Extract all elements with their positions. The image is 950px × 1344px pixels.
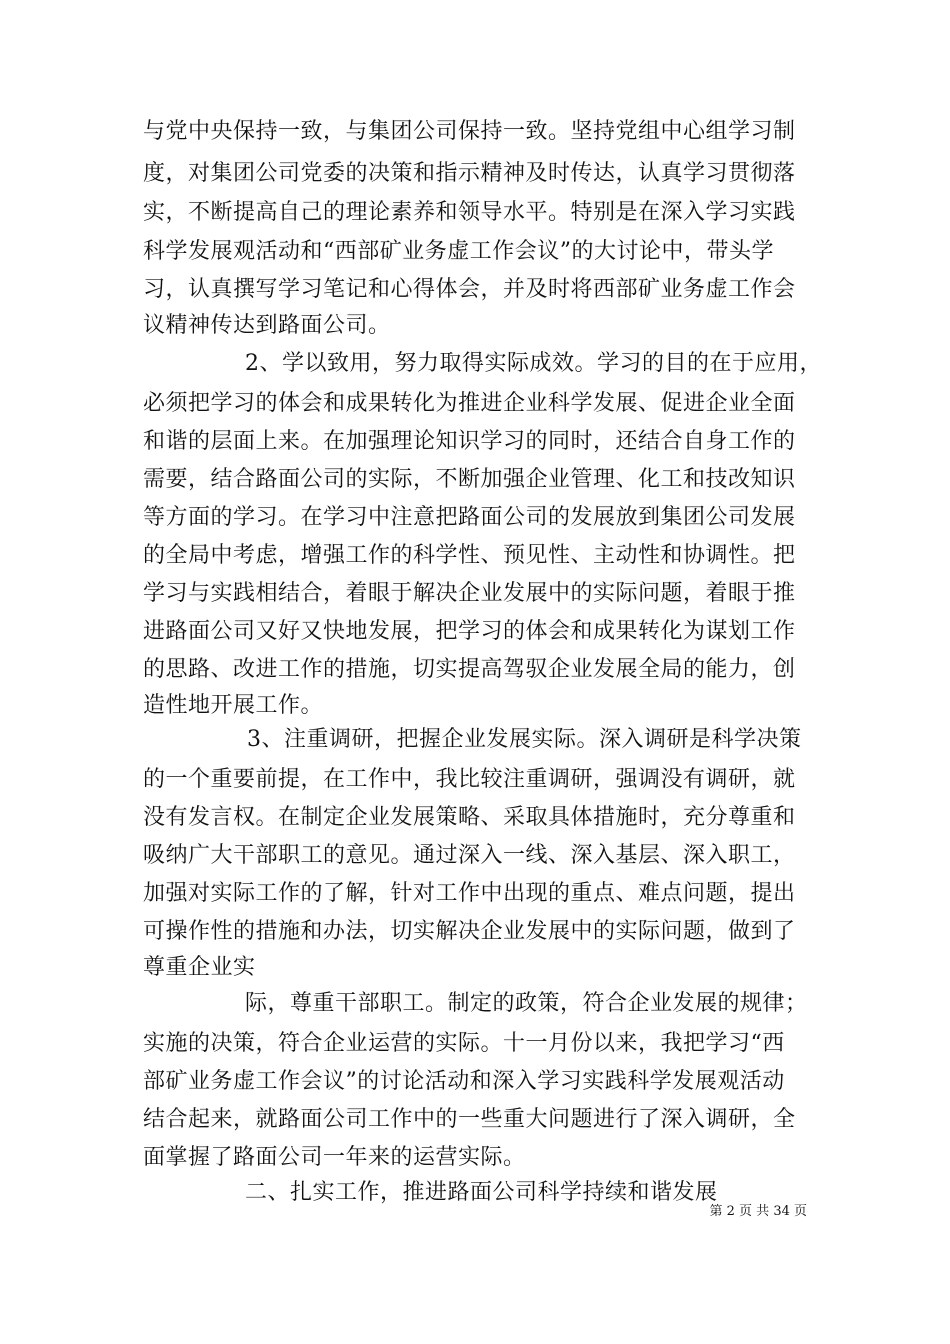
text-line-8: 必须把学习的体会和成果转化为推进企业科学发展、促进企业全面 — [143, 391, 796, 416]
text-line-9: 和谐的层面上来。在加强理论知识学习的同时，还结合自身工作的 — [143, 429, 796, 454]
text-line-23: 尊重企业实 — [143, 955, 256, 980]
text-line-4: 科学发展观活动和“西部矿业务虚工作会议”的大讨论中，带头学 — [143, 239, 774, 264]
text-line-21: 加强对实际工作的了解，针对工作中出现的重点、难点问题，提出 — [143, 881, 796, 906]
text-line-13: 学习与实践相结合，着眼于解决企业发展中的实际问题，着眼于推 — [143, 581, 796, 606]
text-line-28: 面掌握了路面公司一年来的运营实际。 — [143, 1145, 526, 1170]
text-line-27: 结合起来，就路面公司工作中的一些重大问题进行了深入调研，全 — [143, 1107, 796, 1132]
text-line-20: 吸纳广大干部职工的意见。通过深入一线、深入基层、深入职工， — [143, 843, 796, 868]
text-line-12: 的全局中考虑，增强工作的科学性、预见性、主动性和协调性。把 — [143, 543, 796, 568]
page-number: 第 2 页 共 34 页 — [709, 1204, 807, 1219]
text-line-19: 没有发言权。在制定企业发展策略、采取具体措施时，充分尊重和 — [143, 805, 796, 830]
text-line-10: 需要，结合路面公司的实际，不断加强企业管理、化工和技改知识 — [143, 467, 796, 492]
text-line-14: 进路面公司又好又快地发展，把学习的体会和成果转化为谋划工作 — [143, 619, 796, 644]
text-line-6: 议精神传达到路面公司。 — [143, 313, 391, 338]
text-line-3: 实，不断提高自己的理论素养和领导水平。特别是在深入学习实践 — [143, 200, 796, 225]
text-line-2: 度，对集团公司党委的决策和指示精神及时传达，认真学习贯彻落 — [143, 161, 796, 186]
text-line-22: 可操作性的措施和办法，切实解决企业发展中的实际问题，做到了 — [143, 919, 796, 944]
text-line-18: 的一个重要前提，在工作中，我比较注重调研，强调没有调研，就 — [143, 767, 796, 792]
text-line-11: 等方面的学习。在学习中注意把路面公司的发展放到集团公司发展 — [143, 505, 796, 530]
section-heading: 二、扎实工作，推进路面公司科学持续和谐发展 — [245, 1180, 718, 1205]
text-line-5: 习，认真撰写学习笔记和心得体会，并及时将西部矿业务虚工作会 — [143, 277, 796, 302]
text-line-1: 与党中央保持一致，与集团公司保持一致。坚持党组中心组学习制 — [143, 119, 796, 144]
text-line-25: 实施的决策，符合企业运营的实际。十一月份以来，我把学习“西 — [143, 1031, 785, 1056]
text-line-26: 部矿业务虚工作会议”的讨论活动和深入学习实践科学发展观活动 — [143, 1069, 785, 1094]
text-line-24: 际，尊重干部职工。制定的政策，符合企业发展的规律； — [245, 991, 808, 1016]
text-line-15: 的思路、改进工作的措施，切实提高驾驭企业发展全局的能力，创 — [143, 657, 796, 682]
text-line-16: 造性地开展工作。 — [143, 693, 324, 718]
text-line-17: 3、注重调研，把握企业发展实际。深入调研是科学决策 — [247, 727, 802, 752]
text-line-7: 2、学以致用，努力取得实际成效。学习的目的在于应用， — [245, 351, 822, 376]
